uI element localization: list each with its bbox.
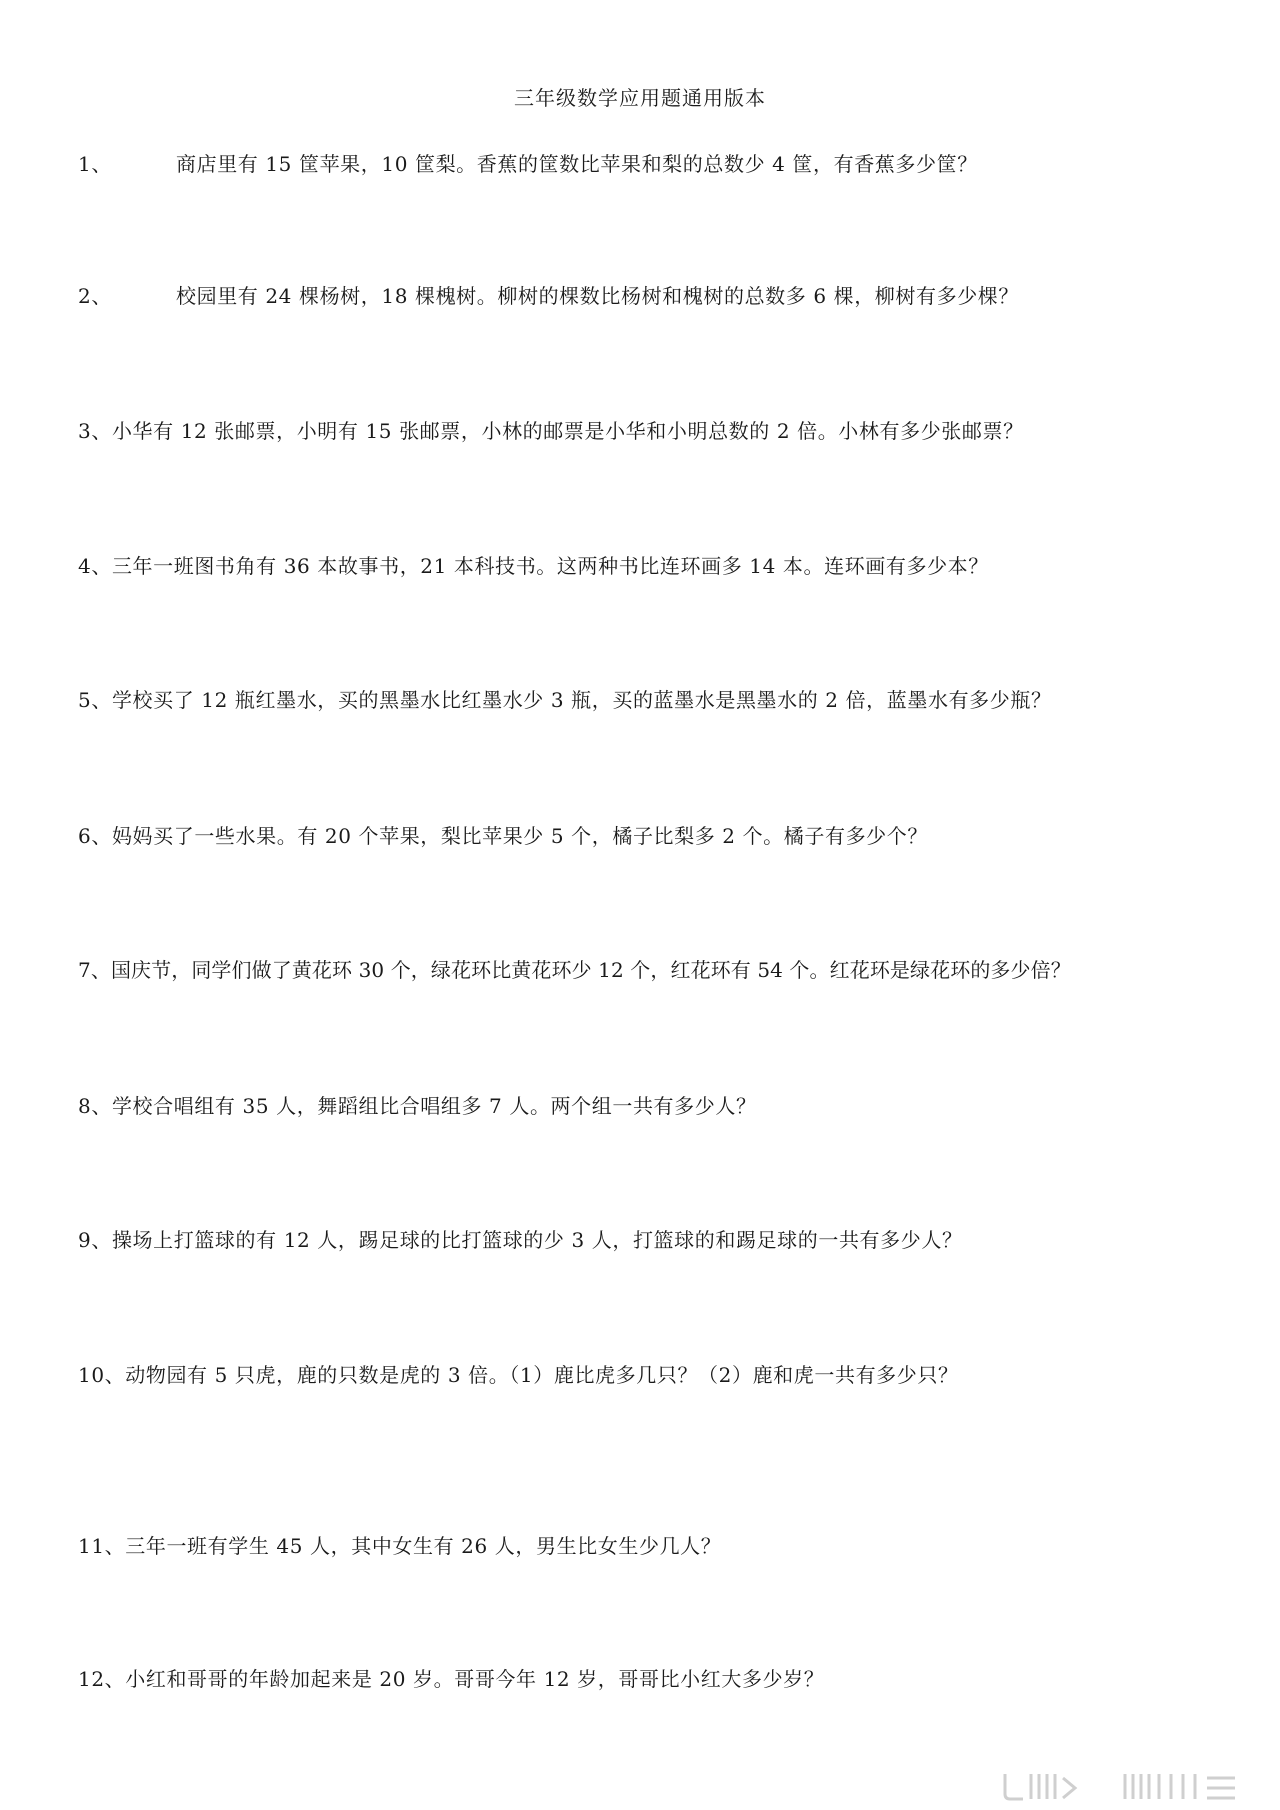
question-number: 3、 <box>78 419 112 443</box>
question-2 <box>78 282 1240 310</box>
page-title: 三年级数学应用题通用版本 <box>514 86 766 110</box>
question-1 <box>78 150 1240 178</box>
question-4 <box>78 552 1240 580</box>
question-text: 妈妈买了一些水果。有 20 个苹果，梨比苹果少 5 个，橘子比梨多 2 个。橘子有多少个？ <box>111 824 928 848</box>
question-text: 三年一班有学生 45 人，其中女生有 26 人，男生比女生少几人？ <box>125 1534 722 1558</box>
question-number: 8、 <box>78 1094 112 1118</box>
question-11 <box>78 1532 1240 1560</box>
question-number: 9、 <box>78 1228 112 1252</box>
question-text: 学校买了 12 瓶红墨水，买的黑墨水比红墨水少 3 瓶，买的蓝墨水是黑墨水的 2 倍，蓝墨水有多少瓶？ <box>111 688 1052 712</box>
question-text: 操场上打篮球的有 12 人，踢足球的比打篮球的少 3 人，打篮球的和踢足球的一共有多少人？ <box>111 1228 963 1252</box>
question-text: 校园里有 24 棵杨树，18 棵槐树。柳树的棵数比杨树和槐树的总数多 6 棵，柳树有多少棵？ <box>176 284 1020 308</box>
question-5 <box>78 686 1240 714</box>
question-7 <box>78 956 1240 984</box>
watermark-logo-icon <box>995 1768 1255 1802</box>
question-number: 7、 <box>78 958 111 982</box>
question-6 <box>78 822 1240 850</box>
question-number: 11、 <box>78 1534 126 1558</box>
question-number: 12、 <box>78 1667 126 1691</box>
question-number: 1、 <box>78 152 112 176</box>
question-text: 国庆节，同学们做了黄花环 30 个，绿花环比黄花环少 12 个，红花环有 54 个。红花环是绿花环的多少倍？ <box>110 958 1071 982</box>
question-text: 小华有 12 张邮票，小明有 15 张邮票，小林的邮票是小华和小明总数的 2 倍。小林有多少张邮票？ <box>111 419 1024 443</box>
question-text: 商店里有 15 筐苹果，10 筐梨。香蕉的筐数比苹果和梨的总数少 4 筐，有香蕉多少筐？ <box>176 152 978 176</box>
question-text: 三年一班图书角有 36 本故事书，21 本科技书。这两种书比连环画多 14 本。连环画有多少本？ <box>111 554 989 578</box>
question-number: 6、 <box>78 824 112 848</box>
question-text: 学校合唱组有 35 人，舞蹈组比合唱组多 7 人。两个组一共有多少人？ <box>111 1094 757 1118</box>
question-number: 4、 <box>78 554 112 578</box>
question-8 <box>78 1092 1240 1120</box>
question-number: 10、 <box>78 1363 126 1387</box>
question-10 <box>78 1361 1240 1389</box>
question-text: 小红和哥哥的年龄加起来是 20 岁。哥哥今年 12 岁，哥哥比小红大多少岁？ <box>125 1667 825 1691</box>
question-3 <box>78 417 1240 445</box>
question-text: 动物园有 5 只虎，鹿的只数是虎的 3 倍。（1）鹿比虎多几只？（2）鹿和虎一共有多少只？ <box>125 1363 959 1387</box>
question-number: 5、 <box>78 688 112 712</box>
question-12 <box>78 1665 1240 1693</box>
question-number: 2、 <box>78 284 112 308</box>
question-9 <box>78 1226 1240 1254</box>
